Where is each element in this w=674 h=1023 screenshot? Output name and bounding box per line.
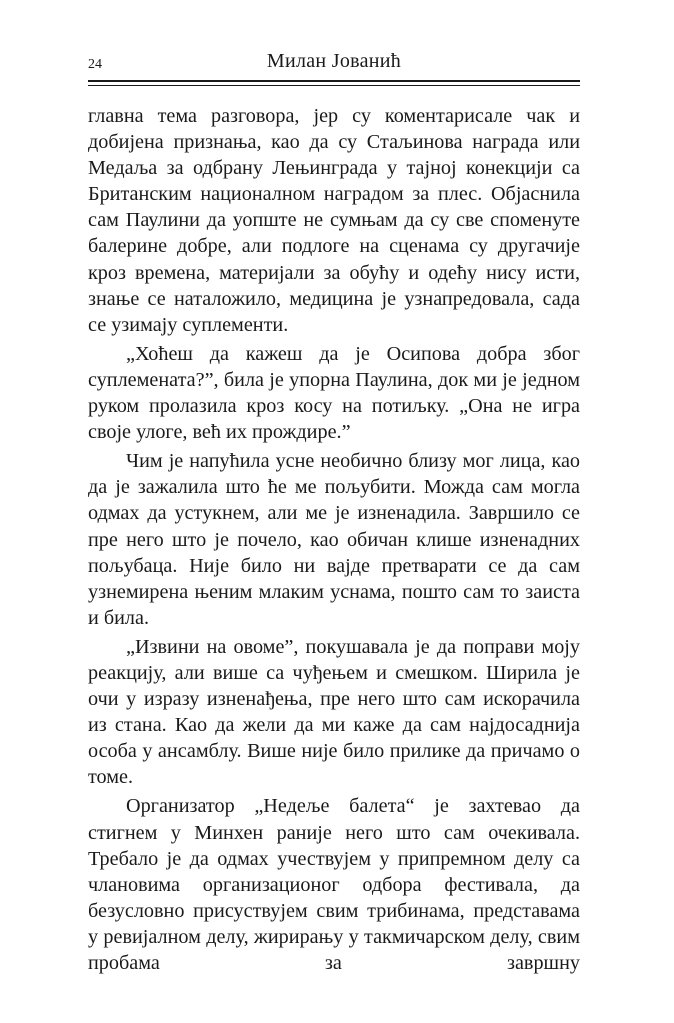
page-number: 24 [88,57,102,72]
paragraph-4: „Извини на овоме”, покушавала је да поправи моју реакцију, али више са чуђењем и смешком. Ширила је очи у изразу изненађења, пре него што сам искорачила из стана. Као да жели да ми каже да сам најдосаднија особа у ансамблу. Више није било прилике да причамо о томе. [88,635,580,789]
body-text [88,103,580,979]
paragraph-3: Чим је напућила усне необично близу мог лица, као да је зажалила што ће ме пољубити. Можда сам могла одмах да устукнем, али ме је изненадила. Завршило се пре него што је почело, као обичан клише изненадних пољубаца. Није било ни вајде претварати се да сам узнемирена њеним млаким уснама, пошто сам то заиста и била. [88,450,580,629]
paragraph-1: главна тема разговора, јер су коментарисале чак и добијена признања, као да су Стаљинова награда или Медаља за одбрану Лењинграда у тајној конекцији са Британским националном наградом за плес. Објаснила сам Паулини да уопште не сумњам да су све споменуте балерине добре, али подлоге на сценама су другачије кроз времена, материјали за обућу и одећу нису исти, знање се наталожило, медицина је узнапредовала, сада се узимају суплементи. [88,105,580,336]
running-title: Милан Јованић [266,50,402,72]
paragraph-5: Организатор „Недеље балета“ је захтевао да стигнем у Минхен раније него што сам очекивала. Требало је да одмах учествујем у припремном делу са члановима организационог одбора фестивала, да безусловно присуствујем свим трибинама, представама у ревијалном делу, жирирању у такмичарском делу, свим пробама за завршну [88,795,580,974]
header-rule-thin [88,85,580,86]
header-rule-thick [88,80,580,82]
page-header [88,48,580,78]
paragraph-2: „Хоћеш да кажеш да је Осипова добра због суплемената?”, била је упорна Паулина, док ми је једном руком пролазила кроз косу на потиљку. „Она не игра своје улоге, већ их прождире.” [88,342,580,444]
